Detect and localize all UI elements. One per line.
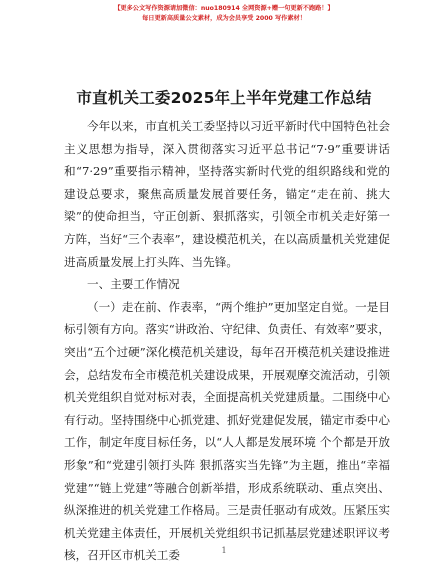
promo-line-2: 每日更新高质量公文素材，成为会员享受 2000 写作素材！ (142, 15, 306, 22)
section-heading: 一、主要工作情况 (87, 277, 180, 292)
section-paragraph: （一）走在前、作表率，“两个维护”更加坚定自觉。一是目标引领有方向。落实“讲政治、守纪律、负责任、有效率”要求，突出“五个过硬”深化模范机关建设，每年召开模范机关建设推进会，总结发布全市模范机关建设成果，开展观摩交流活动，引领机关党组织自觉对标对表，全面提高机关党建质量。二围绕中心有行动。坚持围绕中心抓党建、抓好党建促发展，锚定市委中心工作，制定年度目标任务，以“人人都是发展环境 个个都是开放形象”和“党建引领打头阵 狠抓落实当先锋”为主题，推出“幸福党建”“链上党建”等融合创新举措，形成系统联动、重点突出、纵深推进的机关党建工作格局。三是责任驱动有成效。压紧压实机关党建主体责任，开展机关党组织书记抓基层党建述职评议考核，召开区市机关工委 (64, 299, 390, 563)
promo-banner (0, 4, 448, 24)
document-body (64, 115, 390, 567)
intro-paragraph: 今年以来，市直机关工委坚持以习近平新时代中国特色社会主义思想为指导，深入贯彻落实习近平总书记“7·9”重要讲话和“7·29”重要指示精神，坚持落实新时代党的组织路线和党的建设总要求，聚焦高质量发展首要任务，锚定“走在前、挑大梁”的使命担当，守正创新、狠抓落实，引领全市机关走好第一方阵，当好“三个表率”，建设模范机关，在以高质量机关党建促进高质量发展上打头阵、当先锋。 (64, 119, 390, 269)
document-title: 市直机关工委2025年上半年党建工作总结 (76, 89, 372, 107)
promo-line-1: 【更多公文写作资源请加微信：nuo180914 全网资源+赠一句更新不跑路！】 (114, 5, 334, 12)
page-number: 1 (221, 546, 227, 555)
